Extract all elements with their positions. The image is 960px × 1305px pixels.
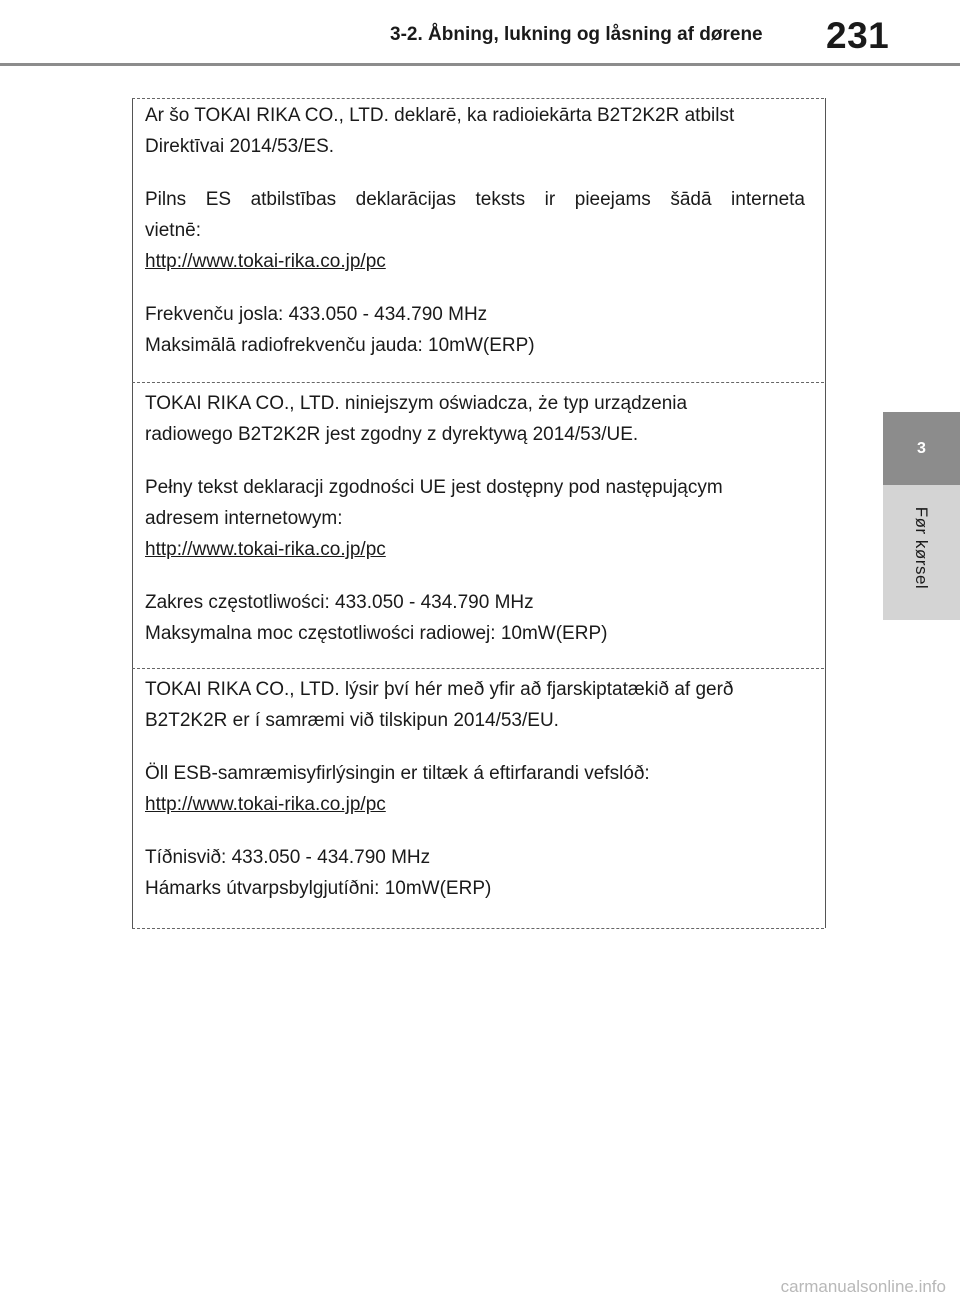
chapter-label: Før kørsel — [912, 506, 931, 590]
fulltext-line: Pilns ES atbilstības deklarācijas teksts ir pieejams šādā interneta — [145, 189, 805, 210]
declaration-line: radiowego B2T2K2R jest zgodny z dyrektywą 2014/53/UE. — [145, 424, 639, 445]
watermark-text: carmanualsonline.info — [780, 1277, 946, 1296]
divider-latvian-polish — [132, 382, 824, 383]
max-power: Maksymalna moc częstotliwości radiowej: 10mW(ERP) — [145, 623, 608, 644]
fulltext-line: adresem internetowym: — [145, 508, 343, 529]
max-power: Maksimālā radiofrekvenču jauda: 10mW(ERP) — [145, 335, 535, 356]
declaration-url-link[interactable]: http://www.tokai-rika.co.jp/pc — [145, 794, 386, 815]
declaration-url-link[interactable]: http://www.tokai-rika.co.jp/pc — [145, 251, 386, 272]
declaration-url-link[interactable]: http://www.tokai-rika.co.jp/pc — [145, 539, 386, 560]
frequency-band: Frekvenču josla: 433.050 - 434.790 MHz — [145, 304, 488, 325]
max-power: Hámarks útvarpsbylgjutíðni: 10mW(ERP) — [145, 878, 492, 899]
fulltext-line: Pełny tekst deklaracji zgodności UE jest dostępny pod następującym — [145, 477, 723, 498]
declaration-line: Ar šo TOKAI RIKA CO., LTD. deklarē, ka radioiekārta B2T2K2R atbilst — [145, 105, 735, 126]
declaration-line: B2T2K2R er í samræmi við tilskipun 2014/53/EU. — [145, 710, 559, 731]
header-rule — [0, 63, 960, 66]
chapter-number: 3 — [917, 439, 926, 457]
declaration-line: TOKAI RIKA CO., LTD. lýsir því hér með yfir að fjarskiptatækið af gerð — [145, 679, 734, 700]
divider-polish-icelandic — [132, 668, 824, 669]
fulltext-line: Öll ESB-samræmisyfirlýsingin er tiltæk á eftirfarandi vefslóð: — [145, 763, 650, 784]
declaration-line: Direktīvai 2014/53/ES. — [145, 136, 335, 157]
section-polish — [145, 388, 805, 649]
section-icelandic — [145, 674, 805, 904]
chapter-tab — [883, 412, 960, 485]
section-title: 3-2. Åbning, lukning og låsning af dørene — [390, 24, 763, 45]
declaration-line: TOKAI RIKA CO., LTD. niniejszym oświadcza, że typ urządzenia — [145, 393, 688, 414]
frequency-band: Tíðnisvið: 433.050 - 434.790 MHz — [145, 847, 431, 868]
page-number: 231 — [826, 15, 890, 56]
fulltext-line: vietnē: — [145, 220, 201, 241]
box-bottom-divider — [132, 928, 824, 929]
section-latvian — [145, 100, 805, 361]
box-top-divider — [132, 98, 824, 99]
frequency-band: Zakres częstotliwości: 433.050 - 434.790 MHz — [145, 592, 534, 613]
